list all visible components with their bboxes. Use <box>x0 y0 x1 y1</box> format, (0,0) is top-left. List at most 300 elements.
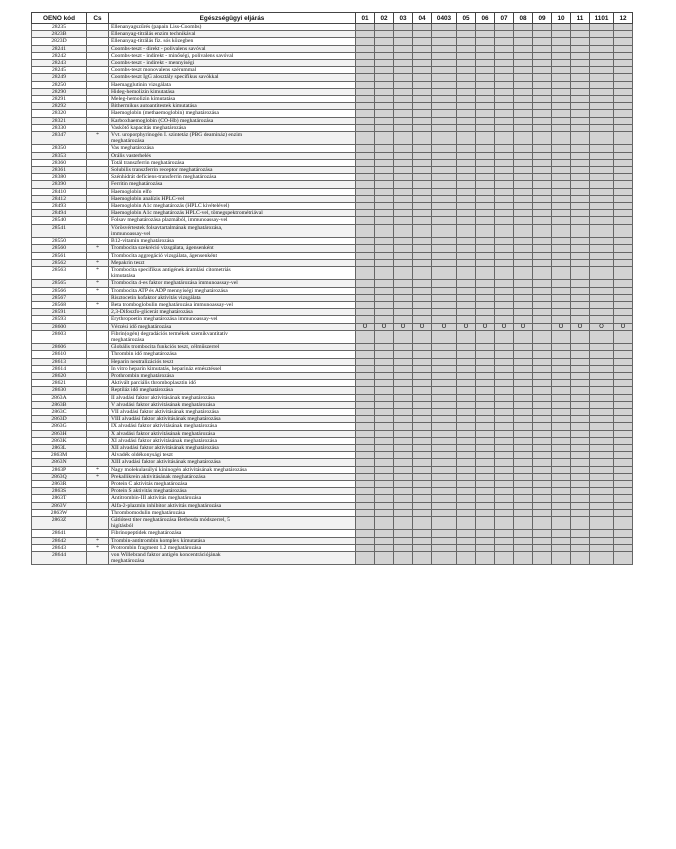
flag-cell <box>495 74 514 81</box>
table-row <box>32 174 633 181</box>
flag-cell <box>476 530 495 537</box>
flag-cell <box>375 167 394 174</box>
cs-marker <box>87 488 109 495</box>
procedure-name-line: XI alvadási faktor aktivitásának meghatározása <box>111 437 217 444</box>
flag-cell <box>552 52 571 59</box>
flag-cell <box>590 167 614 174</box>
flag-cell <box>590 287 614 294</box>
flag-cell <box>614 466 633 473</box>
flag-cell <box>590 323 614 330</box>
flag-cell <box>590 537 614 544</box>
flag-cell <box>375 259 394 266</box>
cs-marker <box>87 444 109 451</box>
cs-marker <box>87 459 109 466</box>
flag-cell <box>457 495 476 502</box>
flag-cell <box>590 266 614 279</box>
column-header-flag: 11 <box>571 13 590 24</box>
flag-cell <box>356 365 375 372</box>
flag-cell <box>571 88 590 95</box>
flag-cell <box>356 124 375 131</box>
flag-cell <box>394 351 413 358</box>
flag-cell <box>590 88 614 95</box>
flag-cell <box>571 481 590 488</box>
flag-cell <box>571 52 590 59</box>
flag-cell <box>413 495 432 502</box>
flag-cell <box>457 152 476 159</box>
table-row <box>32 481 633 488</box>
flag-cell <box>533 174 552 181</box>
flag-cell <box>476 67 495 74</box>
flag-cell <box>514 31 533 38</box>
flag-cell <box>356 224 375 237</box>
procedure-name-line: Protein S aktivitás meghatározása <box>111 488 187 495</box>
flag-cell <box>571 309 590 316</box>
flag-cell <box>432 45 457 52</box>
flag-cell <box>476 38 495 45</box>
procedure-code: 2863W <box>32 509 87 516</box>
flag-cell <box>375 174 394 181</box>
flag-cell <box>552 330 571 343</box>
flag-cell <box>476 316 495 323</box>
flag-cell <box>356 159 375 166</box>
cs-marker <box>87 552 109 565</box>
flag-cell <box>375 481 394 488</box>
procedure-name-line: Haemagglutinin vizsgálata <box>111 81 171 88</box>
procedure-name <box>109 301 356 308</box>
flag-cell <box>571 174 590 181</box>
flag-cell <box>552 210 571 217</box>
procedure-name <box>109 323 356 330</box>
flag-cell <box>432 488 457 495</box>
flag-cell <box>375 103 394 110</box>
flag-cell <box>394 38 413 45</box>
flag-cell <box>375 117 394 124</box>
cs-marker: * <box>87 544 109 551</box>
procedure-code: 2863C <box>32 408 87 415</box>
flag-cell <box>614 301 633 308</box>
flag-cell <box>432 444 457 451</box>
flag-cell <box>552 96 571 103</box>
cs-marker <box>87 117 109 124</box>
procedure-code: 28494 <box>32 210 87 217</box>
flag-cell <box>457 444 476 451</box>
procedure-name <box>109 96 356 103</box>
flag-cell <box>590 294 614 301</box>
procedure-name-line: Orális vasterhelés <box>111 152 151 159</box>
flag-cell <box>533 488 552 495</box>
procedure-name-line: Protein C aktivitás meghatározása <box>111 481 188 487</box>
flag-cell <box>356 444 375 451</box>
procedure-code: 28591 <box>32 309 87 316</box>
flag-cell <box>394 401 413 408</box>
flag-cell <box>571 365 590 372</box>
flag-cell <box>457 224 476 237</box>
flag-cell <box>375 408 394 415</box>
flag-cell <box>394 509 413 516</box>
flag-cell <box>533 365 552 372</box>
flag-cell <box>432 552 457 565</box>
flag-cell <box>590 309 614 316</box>
procedure-name <box>109 238 356 245</box>
flag-cell <box>552 301 571 308</box>
flag-cell <box>495 245 514 252</box>
flag-cell <box>432 188 457 195</box>
flag-cell <box>394 452 413 459</box>
table-row <box>32 110 633 117</box>
flag-cell <box>552 394 571 401</box>
procedure-name-line: kimutatása <box>111 273 136 280</box>
flag-cell <box>413 316 432 323</box>
flag-cell <box>514 316 533 323</box>
flag-cell <box>375 195 394 202</box>
cs-marker <box>87 394 109 401</box>
procedure-name-line: Coombs-teszt - direkt - polivalens savóval <box>111 45 206 52</box>
procedure-code: 28360 <box>32 159 87 166</box>
flag-cell <box>457 287 476 294</box>
flag-cell <box>356 132 375 145</box>
flag-cell <box>432 372 457 379</box>
flag-cell <box>413 245 432 252</box>
procedure-name <box>109 408 356 415</box>
cs-marker <box>87 188 109 195</box>
flag-cell <box>394 280 413 287</box>
procedure-name <box>109 266 356 279</box>
flag-cell <box>590 408 614 415</box>
flag-cell <box>495 488 514 495</box>
column-header-flag: 05 <box>457 13 476 24</box>
flag-cell <box>476 437 495 444</box>
procedure-code: 28350 <box>32 145 87 152</box>
procedure-name-line: Szénhidrát deficiens-transferrin meghatározása <box>111 174 217 181</box>
column-header-flag: 07 <box>495 13 514 24</box>
flag-cell <box>495 159 514 166</box>
flag-cell <box>457 301 476 308</box>
table-row <box>32 103 633 110</box>
flag-cell <box>356 245 375 252</box>
flag-cell <box>457 502 476 509</box>
flag-cell <box>476 252 495 259</box>
flag-cell <box>413 430 432 437</box>
cs-marker <box>87 81 109 88</box>
procedure-code: 28541 <box>32 224 87 237</box>
flag-cell <box>356 217 375 224</box>
flag-cell <box>432 517 457 530</box>
table-row <box>32 74 633 81</box>
flag-cell <box>432 174 457 181</box>
flag-cell <box>432 408 457 415</box>
flag-cell <box>476 24 495 31</box>
procedure-name-line: Gátlótest titer meghatározása Bethesda módszerrel, 5 <box>111 517 230 524</box>
flag-cell <box>476 195 495 202</box>
flag-cell <box>432 159 457 166</box>
flag-cell <box>432 60 457 67</box>
cs-marker <box>87 430 109 437</box>
table-row <box>32 224 633 237</box>
flag-cell <box>590 110 614 117</box>
flag-cell <box>514 259 533 266</box>
cs-marker <box>87 96 109 103</box>
procedure-code: 28540 <box>32 217 87 224</box>
cs-marker: * <box>87 245 109 252</box>
flag-cell <box>614 245 633 252</box>
flag-cell <box>552 280 571 287</box>
flag-cell <box>552 502 571 509</box>
flag-cell <box>394 330 413 343</box>
flag-cell <box>413 103 432 110</box>
flag-cell <box>614 387 633 394</box>
flag-cell <box>476 96 495 103</box>
flag-cell <box>432 502 457 509</box>
flag-cell <box>356 437 375 444</box>
flag-cell <box>413 437 432 444</box>
flag-cell <box>590 60 614 67</box>
flag-cell <box>614 309 633 316</box>
procedure-code: 28641 <box>32 530 87 537</box>
flag-cell <box>394 124 413 131</box>
flag-cell <box>590 452 614 459</box>
flag-cell <box>533 110 552 117</box>
flag-cell <box>552 544 571 551</box>
procedure-name-line: Prekallikrein aktivitásának meghatározása <box>111 473 206 480</box>
flag-cell <box>457 52 476 59</box>
flag-cell <box>495 530 514 537</box>
flag-cell <box>590 552 614 565</box>
flag-cell <box>432 509 457 516</box>
flag-cell <box>476 280 495 287</box>
flag-cell <box>394 552 413 565</box>
flag-cell <box>571 509 590 516</box>
procedure-name <box>109 552 356 565</box>
flag-cell <box>571 103 590 110</box>
flag-cell <box>457 181 476 188</box>
procedure-code: 2863H <box>32 430 87 437</box>
flag-cell <box>476 45 495 52</box>
flag-cell <box>614 259 633 266</box>
flag-cell <box>356 188 375 195</box>
flag-cell <box>514 167 533 174</box>
flag-cell <box>432 181 457 188</box>
flag-cell <box>614 217 633 224</box>
procedure-code: 28380 <box>32 174 87 181</box>
procedure-name <box>109 517 356 530</box>
flag-cell <box>432 203 457 210</box>
cs-marker <box>87 217 109 224</box>
procedure-name-line: Alfa-2-plazmin inhibitor aktivitás meghatározása <box>111 502 222 509</box>
flag-cell <box>495 452 514 459</box>
flag-cell <box>614 167 633 174</box>
table-row <box>32 60 633 67</box>
flag-cell <box>394 266 413 279</box>
flag-cell <box>457 88 476 95</box>
flag-cell <box>590 224 614 237</box>
cs-marker: * <box>87 132 109 145</box>
flag-cell <box>432 544 457 551</box>
procedure-code: 28390 <box>32 181 87 188</box>
flag-cell <box>571 252 590 259</box>
flag-cell <box>457 74 476 81</box>
flag-cell <box>432 103 457 110</box>
procedure-name <box>109 88 356 95</box>
flag-cell <box>394 31 413 38</box>
procedure-name-line: Vörösvértestek folsavtartalmának meghatározása, <box>111 224 223 231</box>
flag-cell <box>413 387 432 394</box>
flag-cell <box>533 96 552 103</box>
circle-mark: O <box>362 323 368 330</box>
cs-marker <box>87 530 109 537</box>
flag-cell <box>432 423 457 430</box>
flag-cell <box>614 124 633 131</box>
flag-cell <box>514 145 533 152</box>
flag-cell <box>457 530 476 537</box>
flag-cell <box>614 266 633 279</box>
flag-cell <box>476 544 495 551</box>
flag-cell <box>375 544 394 551</box>
flag-cell <box>552 344 571 351</box>
procedure-name-line: Fibrin(ogén) degradációs termékek szemikvantitatív <box>111 330 228 337</box>
flag-cell <box>614 60 633 67</box>
flag-cell <box>514 224 533 237</box>
flag-cell <box>590 259 614 266</box>
column-header-procedure: Egészségügyi eljárás <box>109 13 356 24</box>
flag-cell <box>356 387 375 394</box>
flag-cell <box>457 330 476 343</box>
cs-marker: * <box>87 287 109 294</box>
flag-cell <box>614 452 633 459</box>
procedure-code: 28614 <box>32 365 87 372</box>
flag-cell <box>432 301 457 308</box>
flag-cell <box>476 416 495 423</box>
flag-cell <box>356 372 375 379</box>
cs-marker <box>87 159 109 166</box>
flag-cell <box>476 358 495 365</box>
flag-cell <box>476 423 495 430</box>
flag-cell <box>514 74 533 81</box>
cs-marker <box>87 365 109 372</box>
flag-cell <box>457 280 476 287</box>
flag-cell <box>356 195 375 202</box>
procedure-code: 28493 <box>32 203 87 210</box>
flag-cell <box>571 217 590 224</box>
flag-cell <box>533 152 552 159</box>
procedure-name <box>109 24 356 31</box>
flag-cell <box>457 245 476 252</box>
flag-cell <box>614 330 633 343</box>
flag-cell <box>533 416 552 423</box>
flag-cell <box>457 259 476 266</box>
flag-cell <box>375 74 394 81</box>
flag-cell <box>413 358 432 365</box>
procedure-name-line: Hideg-hemolizin kimutatása <box>111 88 175 95</box>
procedure-name-line: Aktivált parciális thromboplasztin idő <box>111 380 196 387</box>
flag-cell <box>394 74 413 81</box>
flag-cell <box>394 323 413 330</box>
flag-cell <box>571 294 590 301</box>
flag-cell <box>533 344 552 351</box>
flag-cell <box>413 509 432 516</box>
flag-cell <box>571 323 590 330</box>
flag-cell <box>375 145 394 152</box>
flag-cell <box>394 430 413 437</box>
table-row <box>32 416 633 423</box>
flag-cell <box>413 466 432 473</box>
flag-cell <box>514 96 533 103</box>
flag-cell <box>514 344 533 351</box>
flag-cell <box>413 301 432 308</box>
flag-cell <box>476 430 495 437</box>
flag-cell <box>552 509 571 516</box>
flag-cell <box>495 52 514 59</box>
procedure-code: 2863P <box>32 466 87 473</box>
flag-cell <box>375 203 394 210</box>
cs-marker <box>87 45 109 52</box>
flag-cell <box>476 387 495 394</box>
flag-cell <box>457 481 476 488</box>
flag-cell <box>533 60 552 67</box>
procedure-name <box>109 294 356 301</box>
flag-cell <box>571 259 590 266</box>
flag-cell <box>552 24 571 31</box>
flag-cell <box>413 408 432 415</box>
flag-cell <box>413 24 432 31</box>
procedure-name-line: Trombocita specifikus antigének áramlási citometriás <box>111 266 231 273</box>
flag-cell <box>413 552 432 565</box>
flag-cell <box>375 344 394 351</box>
flag-cell <box>495 473 514 480</box>
flag-cell <box>590 103 614 110</box>
flag-cell <box>614 380 633 387</box>
cs-marker <box>87 517 109 530</box>
flag-cell <box>375 488 394 495</box>
flag-cell <box>457 401 476 408</box>
table-row <box>32 372 633 379</box>
flag-cell <box>571 67 590 74</box>
flag-cell <box>614 117 633 124</box>
flag-cell <box>552 351 571 358</box>
procedure-name <box>109 60 356 67</box>
flag-cell <box>356 401 375 408</box>
flag-cell <box>476 74 495 81</box>
flag-cell <box>495 252 514 259</box>
column-header-flag: 02 <box>375 13 394 24</box>
procedure-name-line: XIII alvadási faktor aktivitásának meghatározása <box>111 459 221 466</box>
flag-cell <box>590 401 614 408</box>
procedure-name <box>109 159 356 166</box>
flag-cell <box>614 430 633 437</box>
flag-cell <box>495 124 514 131</box>
flag-cell <box>552 110 571 117</box>
flag-cell <box>495 294 514 301</box>
cs-marker <box>87 502 109 509</box>
flag-cell <box>356 316 375 323</box>
flag-cell <box>571 358 590 365</box>
table-row <box>32 24 633 31</box>
flag-cell <box>413 394 432 401</box>
flag-cell <box>457 124 476 131</box>
flag-cell <box>614 416 633 423</box>
flag-cell <box>394 537 413 544</box>
flag-cell <box>375 316 394 323</box>
table-row <box>32 31 633 38</box>
procedure-name-line: Heparin neutralizációs teszt <box>111 358 174 365</box>
flag-cell <box>590 437 614 444</box>
flag-cell <box>413 159 432 166</box>
flag-cell <box>514 466 533 473</box>
flag-cell <box>614 544 633 551</box>
flag-cell <box>533 423 552 430</box>
flag-cell <box>590 152 614 159</box>
procedure-name-line: Meleg-hemolizin kimutatása <box>111 96 176 103</box>
flag-cell <box>495 259 514 266</box>
